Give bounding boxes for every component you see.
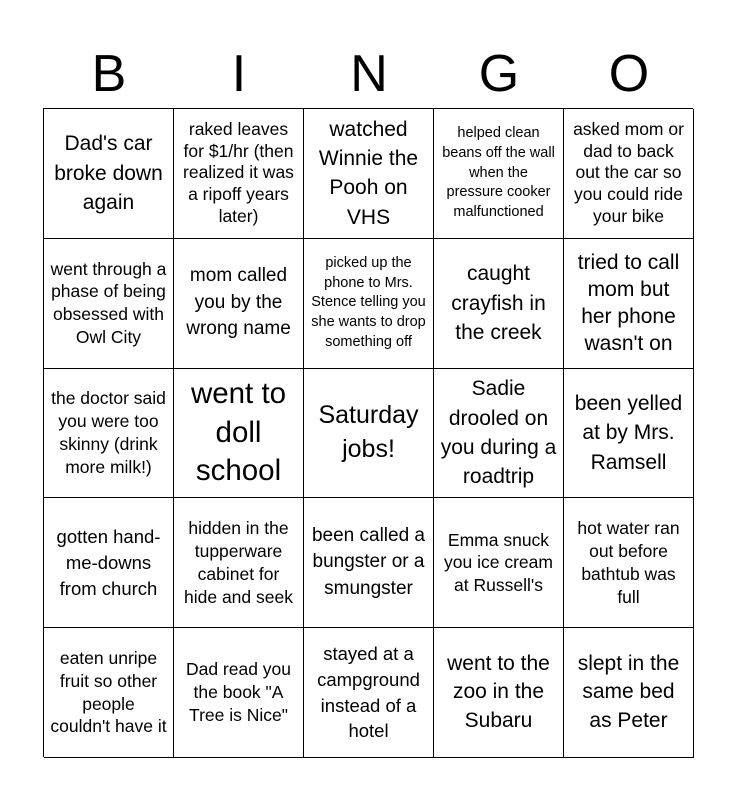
header-letter-i: I <box>231 45 247 103</box>
bingo-cell[interactable]: been yelled at by Mrs. Ramsell <box>564 369 694 499</box>
bingo-cell[interactable]: hot water ran out before bathtub was full <box>564 498 694 628</box>
bingo-cell[interactable]: Dad's car broke down again <box>44 109 174 239</box>
header-letter-b: B <box>91 45 127 103</box>
bingo-grid <box>43 108 693 757</box>
bingo-cell[interactable]: asked mom or dad to back out the car so you could ride your bike <box>564 109 694 239</box>
bingo-cell[interactable]: Saturday jobs! <box>304 369 434 499</box>
header-letter-o: O <box>608 45 650 103</box>
bingo-cell[interactable]: watched Winnie the Pooh on VHS <box>304 109 434 239</box>
bingo-cell[interactable]: went to doll school <box>174 369 304 499</box>
header-letter-n: N <box>350 45 388 103</box>
bingo-cell[interactable]: gotten hand-me-downs from church <box>44 498 174 628</box>
bingo-cell[interactable]: Emma snuck you ice cream at Russell's <box>434 498 564 628</box>
bingo-cell[interactable]: hidden in the tupperware cabinet for hide and seek <box>174 498 304 628</box>
bingo-cell[interactable]: caught crayfish in the creek <box>434 239 564 369</box>
bingo-cell[interactable]: the doctor said you were too skinny (drink more milk!) <box>44 369 174 499</box>
bingo-cell[interactable]: picked up the phone to Mrs. Stence telling you she wants to drop something off <box>304 239 434 369</box>
bingo-cell[interactable]: been called a bungster or a smungster <box>304 498 434 628</box>
bingo-header <box>44 40 694 108</box>
bingo-cell[interactable]: Sadie drooled on you during a roadtrip <box>434 369 564 499</box>
bingo-cell[interactable]: raked leaves for $1/hr (then realized it was a ripoff years later) <box>174 109 304 239</box>
bingo-cell[interactable]: Dad read you the book "A Tree is Nice" <box>174 628 304 758</box>
bingo-cell[interactable]: eaten unripe fruit so other people couldn't have it <box>44 628 174 758</box>
bingo-cell[interactable]: mom called you by the wrong name <box>174 239 304 369</box>
bingo-cell[interactable]: went to the zoo in the Subaru <box>434 628 564 758</box>
bingo-cell[interactable]: stayed at a campground instead of a hotel <box>304 628 434 758</box>
bingo-cell[interactable]: slept in the same bed as Peter <box>564 628 694 758</box>
header-letter-g: G <box>478 45 520 103</box>
bingo-cell[interactable]: tried to call mom but her phone wasn't on <box>564 239 694 369</box>
bingo-cell[interactable]: helped clean beans off the wall when the pressure cooker malfunctioned <box>434 109 564 239</box>
bingo-cell[interactable]: went through a phase of being obsessed with Owl City <box>44 239 174 369</box>
